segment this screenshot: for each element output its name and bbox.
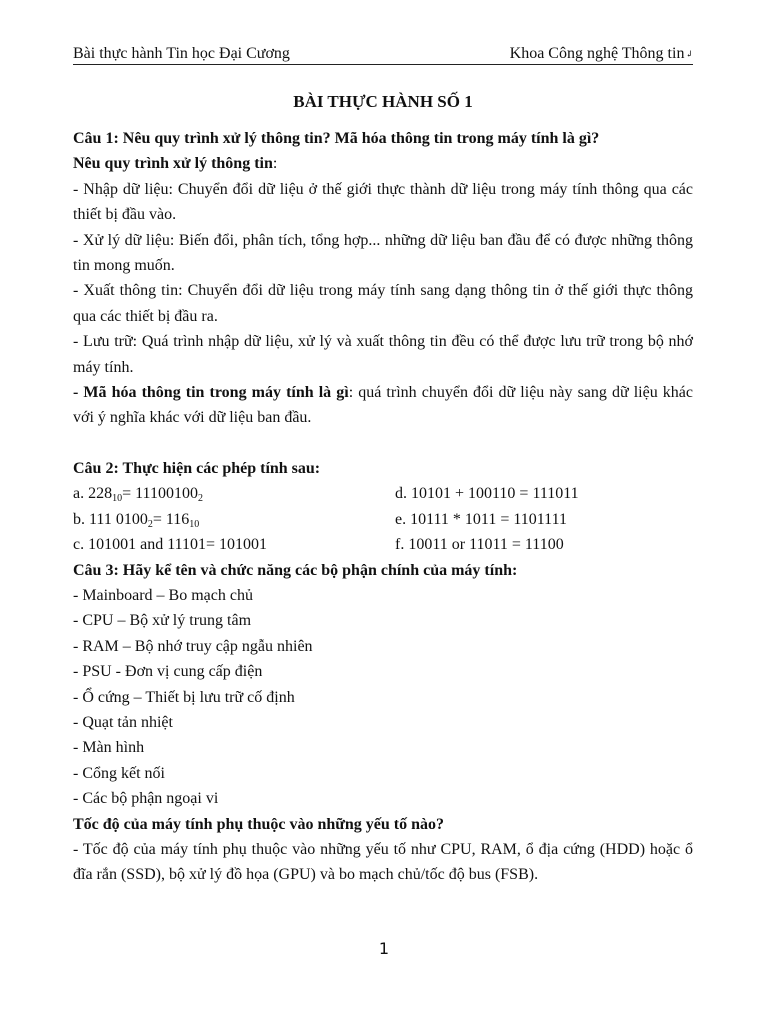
calc-b-result: = 116 (152, 510, 190, 528)
list-item: - Các bộ phận ngoại vi (73, 790, 219, 808)
process-item-output: - Xuất thông tin: Chuyển đổi dữ liệu trong máy tính sang dạng thông tin ở thế giới thực thông qua các thiết bị đầu ra. (73, 282, 693, 325)
spacer (73, 431, 693, 456)
calc-f: f. 10011 or 11011 = 11100 (395, 536, 564, 554)
speed-answer: - Tốc độ của máy tính phụ thuộc vào những yếu tố như CPU, RAM, ổ địa cứng (HDD) hoặc ổ đĩa rắn (SSD), bộ xử lý đồ họa (GPU) và bo mạch chủ/tốc độ bus (FSB). (73, 840, 693, 884)
calc-a-base1: 10 (112, 493, 123, 505)
calc-d: d. 10101 + 100110 = 111011 (395, 485, 579, 503)
calc-b-prefix: b. 111 0100 (73, 510, 148, 528)
calc-c: c. 101001 and 11101= 101001 (73, 536, 268, 554)
list-item: - Mainboard – Bo mạch chủ (73, 586, 253, 604)
list-item: - Ổ cứng – Thiết bị lưu trữ cố định (73, 688, 295, 706)
process-item-processing: - Xử lý dữ liệu: Biến đổi, phân tích, tổng hợp... những dữ liệu ban đầu để có được những thông tin mong muốn. (73, 231, 693, 275)
subheading-text: Nêu quy trình xử lý thông tin (73, 155, 273, 173)
page-title: BÀI THỰC HÀNH SỐ 1 (293, 92, 473, 111)
process-item-storage: - Lưu trữ: Quá trình nhập dữ liệu, xử lý và xuất thông tin đều có thể được lưu trữ trong bộ nhớ máy tính. (73, 333, 693, 376)
header-course-title: Bài thực hành Tin học Đại Cương (73, 45, 290, 62)
list-item: - RAM – Bộ nhớ truy cập ngẫu nhiên (73, 637, 313, 655)
header-faculty-text: Khoa Công nghệ Thông tin (509, 45, 685, 62)
question-1-subheading (73, 151, 693, 176)
list-item: - Quạt tản nhiệt (73, 713, 173, 731)
speed-heading: Tốc độ của máy tính phụ thuộc vào những yếu tố nào? (73, 815, 445, 833)
calc-a (73, 481, 395, 506)
calc-b (73, 507, 395, 532)
calc-a-result: = 11100100 (122, 485, 198, 503)
paragraph-mark-icon: ↲ (685, 49, 693, 59)
process-item-input: - Nhập dữ liệu: Chuyển đổi dữ liệu ở thế giới thực thành dữ liệu trong máy tính thông qua các thiết bị đầu vào. (73, 180, 693, 224)
subheading-suffix: : (272, 155, 278, 173)
calc-a-prefix: a. 228 (73, 485, 113, 503)
calc-e: e. 10111 * 1011 = 1101111 (395, 510, 567, 528)
document-page (73, 44, 693, 888)
encoding-definition (73, 380, 693, 431)
question-2-heading: Câu 2: Thực hiện các phép tính sau: (73, 459, 321, 477)
list-item: - CPU – Bộ xử lý trung tâm (73, 612, 252, 630)
list-item: - Màn hình (73, 739, 145, 757)
question-1-heading: Câu 1: Nêu quy trình xử lý thông tin? Mã hóa thông tin trong máy tính là gì? (73, 130, 600, 147)
calc-b-base1: 2 (147, 518, 153, 530)
list-item: - Cổng kết nối (73, 764, 165, 782)
question-3-heading: Câu 3: Hãy kể tên và chức năng các bộ phận chính của máy tính: (73, 561, 518, 579)
page-number: 1 (378, 939, 390, 958)
header-faculty (510, 44, 693, 64)
calc-a-base2: 2 (197, 493, 203, 505)
encoding-text: : quá trình chuyển đổi dữ liệu này sang dữ liệu khác với ý nghĩa khác với dữ liệu ban đầu. (73, 384, 694, 427)
list-item: - PSU - Đơn vị cung cấp điện (73, 663, 263, 681)
page-header (73, 44, 693, 65)
calc-b-base2: 10 (189, 518, 200, 530)
encoding-label: - Mã hóa thông tin trong máy tính là gì (73, 384, 349, 402)
calculation-grid (73, 481, 693, 557)
